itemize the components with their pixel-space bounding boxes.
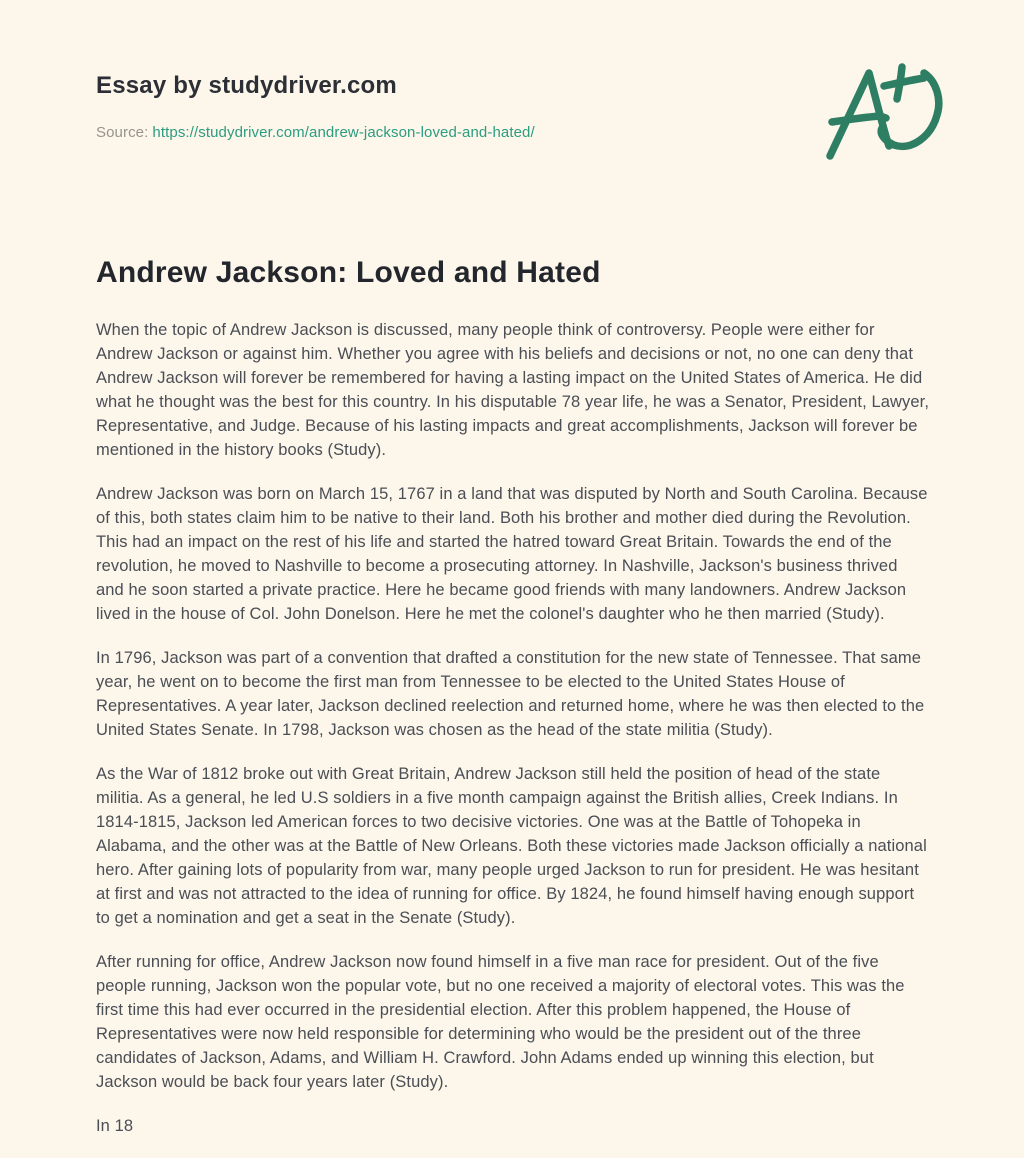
essay-paragraph-truncated: In 18 bbox=[96, 1117, 134, 1135]
site-heading: Essay by studydriver.com bbox=[96, 72, 397, 99]
source-link[interactable]: https://studydriver.com/andrew-jackson-loved-and-hated/ bbox=[152, 124, 535, 141]
essay-paragraph: After running for office, Andrew Jackson now found himself in a five man race for president. Out of the five people running, Jackson won the popular vote, but no one received a majority of electoral votes. This was the first time this had ever occurred in the presidential election. After this problem happened, the House of Representatives were now held responsible for determining who would be the president out of the three candidates of Jackson, Adams, and William H. Crawford. John Adams ended up winning this election, but Jackson would be back four years later (Study). bbox=[96, 953, 905, 1091]
source-label: Source: bbox=[96, 124, 149, 141]
essay-title: Andrew Jackson: Loved and Hated bbox=[96, 256, 601, 289]
essay-paragraph: In 1796, Jackson was part of a convention that drafted a constitution for the new state of Tennessee. That same year, he went on to become the first man from Tennessee to be elected to the United States House of Representatives. A year later, Jackson declined reelection and returned home, where he was then elected to the United States Senate. In 1798, Jackson was chosen as the head of the state militia (Study). bbox=[96, 649, 925, 739]
essay-paragraph: Andrew Jackson was born on March 15, 1767 in a land that was disputed by North and South Carolina. Because of this, both states claim him to be native to their land. Both his brother and mother died during the Revolution. This had an impact on the rest of his life and started the hatred toward Great Britain. Towards the end of the revolution, he moved to Nashville to become a prosecuting attorney. In Nashville, Jackson's business thrived and he soon started a private practice. Here he became good friends with many landowners. Andrew Jackson lived in the house of Col. John Donelson. Here he met the colonel's daughter who he then married (Study). bbox=[96, 485, 928, 623]
a-plus-logo-icon bbox=[820, 62, 950, 166]
studydriver-logo bbox=[820, 62, 950, 166]
essay-paragraph: When the topic of Andrew Jackson is discussed, many people think of controversy. People were either for Andrew Jackson or against him. Whether you agree with his beliefs and decisions or not, no one can deny that Andrew Jackson will forever be remembered for having a lasting impact on the United States of America. He did what he thought was the best for this country. In his disputable 78 year life, he was a Senator, President, Lawyer, Representative, and Judge. Because of his lasting impacts and great accomplishments, Jackson will forever be mentioned in the history books (Study). bbox=[96, 321, 930, 459]
essay-paragraph: As the War of 1812 broke out with Great Britain, Andrew Jackson still held the position of head of the state militia. As a general, he led U.S soldiers in a five month campaign against the British allies, Creek Indians. In 1814-1815, Jackson led American forces to two decisive victories. One was at the Battle of Tohopeka in Alabama, and the other was at the Battle of New Orleans. Both these victories made Jackson officially a national hero. After gaining lots of popularity from war, many people urged Jackson to run for president. He was hesitant at first and was not attracted to the idea of running for office. By 1824, he found himself having enough support to get a nomination and get a seat in the Senate (Study). bbox=[96, 765, 927, 927]
source-line bbox=[96, 124, 535, 141]
essay-content bbox=[96, 253, 929, 1158]
